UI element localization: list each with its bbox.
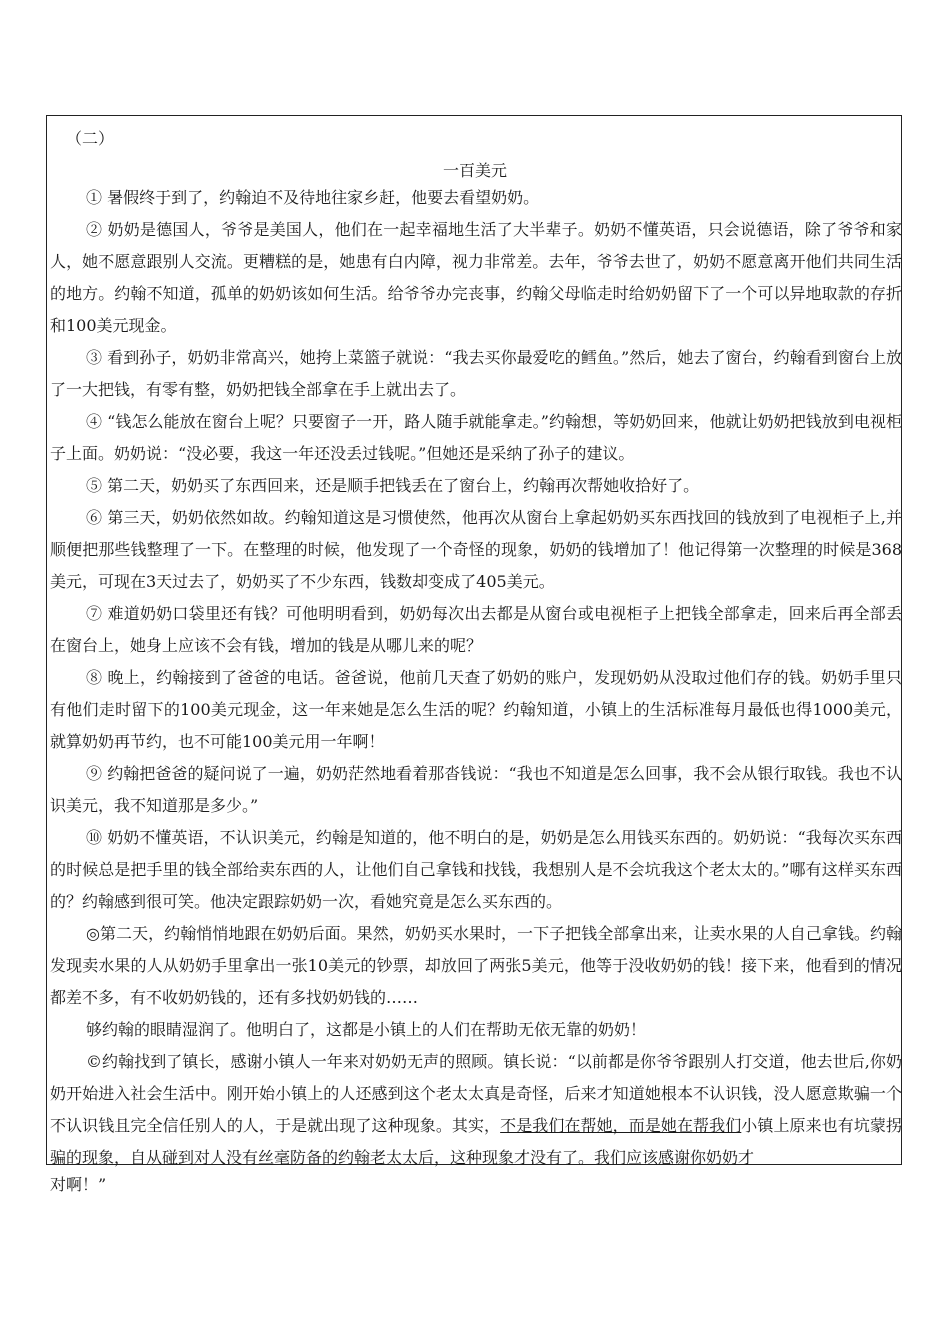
underlined-sentence: 不是我们在帮她，而是她在帮我们 (500, 1116, 742, 1135)
paragraph-3: ③ 看到孙子，奶奶非常高兴，她挎上菜篮子就说：“我去买你最爱吃的鳕鱼。”然后，她去了窗台，约翰看到窗台上放了一大把钱，有零有整，奶奶把钱全部拿在手上就出去了。 (50, 348, 902, 399)
paragraph-5: ⑤ 第二天，奶奶买了东西回来，还是顺手把钱丢在了窗台上，约翰再次帮她收拾好了。 (86, 476, 700, 495)
paragraph-9: ⑨ 约翰把爸爸的疑问说了一遍，奶奶茫然地看着那沓钱说：“我也不知道是怎么回事，我不会从银行取钱。我也不认识美元，我不知道那是多少。” (50, 764, 902, 815)
section-label: （二） (66, 129, 115, 148)
paragraph-4: ④ “钱怎么能放在窗台上呢？只要窗子一开，路人随手就能拿走。”约翰想，等奶奶回来，他就让奶奶把钱放到电视柜子上面。奶奶说：“没必要，我这一年还没丢过钱呢。”但她还是采纳了孙子的建议。 (50, 412, 902, 463)
paragraph-13-part2: 小镇上原来也有坑蒙拐骗的现象，自从碰到对人没有丝毫防备的约翰老太太后，这种现象才没有了。我们应该感谢你奶奶才 (50, 1116, 902, 1167)
paragraph-8: ⑧ 晚上，约翰接到了爸爸的电话。爸爸说，他前几天查了奶奶的账户，发现奶奶从没取过他们存的钱。奶奶手里只有他们走时留下的100美元现金，这一年来她是怎么生活的呢？约翰知道，小镇上的生活标准每月最低也得1000美元，就算奶奶再节约，也不可能100美元用一年啊！ (50, 668, 902, 751)
paragraph-13 (50, 1046, 902, 1174)
paragraph-13-ending: 对啊！” (50, 1175, 107, 1194)
paragraph-1: ① 暑假终于到了，约翰迫不及待地往家乡赶，他要去看望奶奶。 (86, 188, 540, 207)
passage-title: 一百美元 (442, 161, 507, 180)
paragraph-6: ⑥ 第三天，奶奶依然如故。约翰知道这是习惯使然，他再次从窗台上拿起奶奶买东西找回的钱放到了电视柜子上,并顺便把那些钱整理了一下。在整理的时候，他发现了一个奇怪的现象，奶奶的钱增加了！他记得第一次整理的时候是368美元，可现在3天过去了，奶奶买了不少东西，钱数却变成了405美元。 (50, 508, 902, 591)
paragraph-7: ⑦ 难道奶奶口袋里还有钱？可他明明看到，奶奶每次出去都是从窗台或电视柜子上把钱全部拿走，回来后再全部丢在窗台上，她身上应该不会有钱，增加的钱是从哪儿来的呢？ (50, 604, 902, 655)
paragraph-12: 够约翰的眼睛湿润了。他明白了，这都是小镇上的人们在帮助无依无靠的奶奶！ (86, 1020, 647, 1039)
paragraph-10: ⑩ 奶奶不懂英语，不认识美元，约翰是知道的，他不明白的是，奶奶是怎么用钱买东西的。奶奶说：“我每次买东西的时候总是把手里的钱全部给卖东西的人，让他们自己拿钱和找钱，我想别人是不会坑我这个老太太的。”哪有这样买东西的？约翰感到很可笑。他决定跟踪奶奶一次，看她究竟是怎么买东西的。 (50, 828, 902, 911)
paragraph-13-part1: ©约翰找到了镇长，感谢小镇人一年来对奶奶无声的照顾。镇长说：“以前都是你爷爷跟别人打交道，他去世后,你奶奶开始进入社会生活中。刚开始小镇上的人还感到这个老太太真是奇怪，后来才知道她根本不认识钱，没人愿意欺骗一个不认识钱且完全信任别人的人，于是就出现了这种现象。其实， (50, 1052, 902, 1135)
paragraph-11: ◎第二天，约翰悄悄地跟在奶奶后面。果然，奶奶买水果时，一下子把钱全部拿出来，让卖水果的人自己拿钱。约翰发现卖水果的人从奶奶手里拿出一张10美元的钞票，却放回了两张5美元，他等于没收奶奶的钱！接下来，他看到的情况都差不多，有不收奶奶钱的，还有多找奶奶钱的…… (50, 924, 902, 1007)
paragraph-2: ② 奶奶是德国人，爷爷是美国人，他们在一起幸福地生活了大半辈子。奶奶不懂英语，只会说德语，除了爷爷和家人，她不愿意跟别人交流。更糟糕的是，她患有白内障，视力非常差。去年，爷爷去世了，奶奶不愿意离开他们共同生活的地方。约翰不知道，孤单的奶奶该如何生活。给爷爷办完丧事，约翰父母临走时给奶奶留下了一个可以异地取款的存折和100美元现金。 (50, 220, 902, 335)
